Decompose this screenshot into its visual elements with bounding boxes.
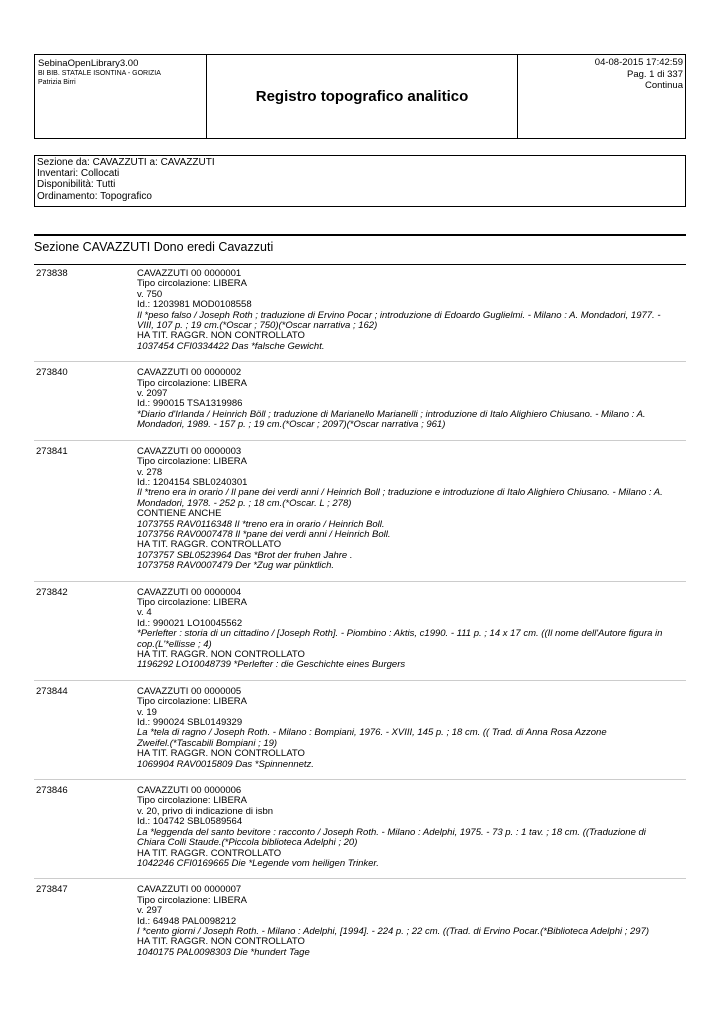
inventory-number: 273847 <box>36 884 68 896</box>
page-number: Pag. 1 di 337 <box>627 68 683 80</box>
inventory-number: 273846 <box>36 785 68 797</box>
record-line: v. 4 <box>137 607 152 619</box>
record-details <box>137 588 686 671</box>
record-line: CAVAZZUTI 00 0000001 <box>137 268 242 279</box>
header-info-cell <box>35 55 207 138</box>
record-details <box>137 885 686 958</box>
criteria-section-range: Sezione da: CAVAZZUTI a: CAVAZZUTI <box>37 157 215 168</box>
record-line: CAVAZZUTI 00 0000004 <box>137 586 242 598</box>
record-line: v. 297 <box>137 905 163 917</box>
record-line: HA TIT. RAGGR. NON CONTROLLATO <box>137 748 305 760</box>
header-meta-cell <box>517 55 685 138</box>
record-line: Id.: 990024 SBL0149329 <box>137 717 243 729</box>
record-line: Id.: 1204154 SBL0240301 <box>137 476 248 488</box>
record-line: Id.: 990015 TSA1319986 <box>137 398 243 410</box>
record-line: CAVAZZUTI 00 0000003 <box>137 445 242 457</box>
report-header <box>34 54 686 139</box>
record-line: Id.: 1203981 MOD0108558 <box>137 299 252 311</box>
inventory-number: 273844 <box>36 685 68 697</box>
record-entry <box>34 588 686 681</box>
record-line: HA TIT. RAGGR. NON CONTROLLATO <box>137 649 305 660</box>
record-line: 1073758 RAV0007479 Der *Zug war pünktlich. <box>137 560 334 572</box>
record-line: Tipo circolazione: LIBERA <box>137 278 248 290</box>
record-entry <box>34 447 686 582</box>
record-line: HA TIT. RAGGR. CONTROLLATO <box>137 539 282 551</box>
record-details <box>137 786 686 869</box>
record-details <box>137 269 686 352</box>
record-entry <box>34 885 686 967</box>
record-line: 1042246 CFI0169665 Die *Legende vom heiligen Trinker. <box>137 857 379 869</box>
section-title: Sezione CAVAZZUTI Dono eredi Cavazzuti <box>34 234 686 254</box>
record-line: Mondadori, 1978. - 252 p. ; 18 cm.(*Oscar. L ; 278) <box>137 497 352 509</box>
record-line: HA TIT. RAGGR. CONTROLLATO <box>137 847 282 859</box>
record-line: v. 20, privo di indicazione di isbn <box>137 805 274 817</box>
record-line: v. 750 <box>137 288 163 300</box>
criteria-sort-order: Ordinamento: Topografico <box>37 190 152 202</box>
record-details <box>137 447 686 572</box>
record-entry <box>34 786 686 879</box>
criteria-box <box>34 155 686 207</box>
record-line: Id.: 990021 LO10045562 <box>137 617 243 629</box>
record-line: I *cento giorni / Joseph Roth. - Milano : Adelphi, [1994]. - 224 p. ; 22 cm. ((Trad. di Ervino Pocar.(*Biblioteca Adelphi ; 297) <box>137 925 650 937</box>
record-details <box>137 368 686 430</box>
record-line: Tipo circolazione: LIBERA <box>137 894 248 906</box>
record-line: Il *treno era in orario / Il pane dei verdi anni / Heinrich Boll ; traduzione e introduzione di Italo Alighiero Chiusano. - Milano : A. <box>137 487 663 499</box>
record-line: CAVAZZUTI 00 0000002 <box>137 367 242 379</box>
record-line: Tipo circolazione: LIBERA <box>137 795 248 807</box>
record-line: CAVAZZUTI 00 0000005 <box>137 685 242 697</box>
record-entry <box>34 368 686 440</box>
record-line: HA TIT. RAGGR. NON CONTROLLATO <box>137 936 305 948</box>
record-line: Id.: 64948 PAL0098212 <box>137 915 237 927</box>
record-line: VIII, 107 p. ; 19 cm.(*Oscar ; 750)(*Oscar narrativa ; 162) <box>137 320 378 332</box>
record-line: La *leggenda del santo bevitore : racconto / Joseph Roth. - Milano : Adelphi, 1975. - 73 p. : 1 tav. ; 18 cm. ((Traduzione di <box>137 826 646 838</box>
record-line: *Diario d'Irlanda / Heinrich Böll ; traduzione di Marianello Marianelli ; introduzione di Italo Alighiero Chiusano. - Milano : A. <box>137 408 646 420</box>
record-line: Zweifel.(*Tascabili Bompiani ; 19) <box>137 737 278 749</box>
inventory-number: 273842 <box>36 586 68 598</box>
record-line: CAVAZZUTI 00 0000006 <box>137 785 242 797</box>
record-line: Tipo circolazione: LIBERA <box>137 696 248 708</box>
record-line: 1073756 RAV0007478 Il *pane dei verdi anni / Heinrich Boll. <box>137 528 391 540</box>
record-line: 1037454 CFI0334422 Das *falsche Gewicht. <box>137 340 325 352</box>
record-entry <box>34 687 686 780</box>
record-line: v. 278 <box>137 466 163 478</box>
record-line: Il *peso falso / Joseph Roth ; traduzione di Ervino Pocar ; introduzione di Edoardo Guglielmi. - Milano : A. Mondadori, 1977. - <box>137 309 661 321</box>
library-name: BI BIB. STATALE ISONTINA - GORIZIA <box>38 70 161 77</box>
app-name: SebinaOpenLibrary3.00 <box>38 58 139 69</box>
inventory-number: 273838 <box>36 268 68 279</box>
record-line: v. 19 <box>137 706 157 718</box>
record-details <box>137 687 686 770</box>
record-line: *Perlefter : storia di un cittadino / [Joseph Roth]. - Piombino : Aktis, c1990. - 111 p. ; 14 x 17 cm. ((Il nome dell'Autore figura in <box>137 628 663 640</box>
record-line: Tipo circolazione: LIBERA <box>137 596 248 608</box>
record-line: Chiara Colli Staude.(*Piccola biblioteca Adelphi ; 20) <box>137 837 358 849</box>
record-line: 1069904 RAV0015809 Das *Spinnennetz. <box>137 758 314 770</box>
record-line: CONTIENE ANCHE <box>137 508 222 520</box>
section-divider <box>34 264 686 265</box>
record-line: Id.: 104742 SBL0589564 <box>137 816 243 828</box>
record-entry <box>34 269 686 362</box>
record-line: CAVAZZUTI 00 0000007 <box>137 884 242 896</box>
report-datetime: 04-08-2015 17:42:59 <box>594 57 683 68</box>
record-line: 1073755 RAV0116348 Il *treno era in orario / Heinrich Boll. <box>137 518 385 530</box>
record-line: cop.(L'*ellisse ; 4) <box>137 638 212 650</box>
inventory-number: 273840 <box>36 367 68 379</box>
record-line: v. 2097 <box>137 388 168 400</box>
record-line: 1040175 PAL0098303 Die *hundert Tage <box>137 946 310 958</box>
record-line: 1196292 LO10048739 *Perlefter : die Geschichte eines Burgers <box>137 659 406 671</box>
record-line: La *tela di ragno / Joseph Roth. - Milano : Bompiani, 1976. - XVIII, 145 p. ; 18 cm. (( Trad. di Anna Rosa Azzone <box>137 727 607 739</box>
criteria-inventory: Inventari: Collocati <box>37 168 120 180</box>
record-line: 1073757 SBL0523964 Das *Brot der fruhen Jahre . <box>137 549 353 561</box>
report-title: Registro topografico analitico <box>255 88 469 105</box>
record-line: Tipo circolazione: LIBERA <box>137 377 248 389</box>
criteria-availability: Disponibilità: Tutti <box>37 179 116 191</box>
inventory-number: 273841 <box>36 445 68 457</box>
continuation-status: Continua <box>644 80 683 91</box>
record-line: Mondadori, 1989. - 157 p. ; 19 cm.(*Oscar ; 2097)(*Oscar narrativa ; 961) <box>137 419 446 431</box>
record-line: Tipo circolazione: LIBERA <box>137 456 248 468</box>
user-name: Patrizia Birri <box>38 79 76 86</box>
records-list <box>34 269 686 973</box>
record-line: HA TIT. RAGGR. NON CONTROLLATO <box>137 330 305 342</box>
